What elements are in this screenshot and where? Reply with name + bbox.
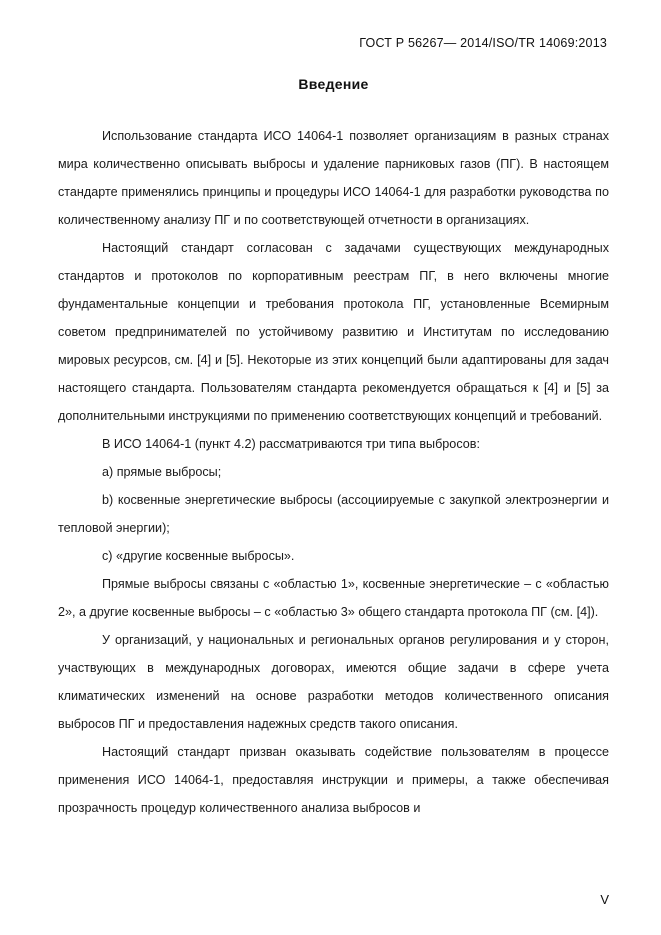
paragraph-1: Использование стандарта ИСО 14064-1 позволяет организациям в разных странах мира количественно описывать выбросы и удаление парниковых газов (ПГ). В настоящем стандарте применялись принципы и процедуры ИСО 14064-1 для разработки руководства по количественному анализу ПГ и по соответствующей отчетности в организациях. (58, 129, 609, 227)
list-item-a: a) прямые выбросы; (102, 465, 222, 479)
list-item-b: b) косвенные энергетические выбросы (ассоциируемые с закупкой электроэнергии и тепловой энергии); (58, 493, 609, 535)
list-item-c: c) «другие косвенные выбросы». (102, 549, 295, 563)
document-body (58, 122, 609, 822)
paragraph-2: Настоящий стандарт согласован с задачами существующих международных стандартов и протоколов по корпоративным реестрам ПГ, в него включены многие фундаментальные концепции и требования протокола ПГ, установленные Всемирным советом предпринимателей по устойчивому развитию и Институтам по исследованию мировых ресурсов, см. [4] и [5]. Некоторые из этих концепций были адаптированы для задач настоящего стандарта. Пользователям стандарта рекомендуется обращаться к [4] и [5] за дополнительными инструкциями по применению соответствующих концепций и требований. (58, 241, 609, 423)
page-title: Введение (298, 76, 369, 92)
paragraph-5: У организаций, у национальных и региональных органов регулирования и у сторон, участвующих в международных договорах, имеются общие задачи в сфере учета климатических изменений на основе разработки методов количественного описания выбросов ПГ и предоставления надежных средств такого описания. (58, 633, 609, 731)
paragraph-4: Прямые выбросы связаны с «областью 1», косвенные энергетические – с «областью 2», а другие косвенные выбросы – с «областью 3» общего стандарта протокола ПГ (см. [4]). (58, 577, 609, 619)
page-header: ГОСТ Р 56267— 2014/ISO/TR 14069:2013 (359, 36, 607, 50)
paragraph-3: В ИСО 14064-1 (пункт 4.2) рассматриваются три типа выбросов: (102, 437, 480, 451)
page-number: V (600, 892, 609, 907)
paragraph-6: Настоящий стандарт призван оказывать содействие пользователям в процессе применения ИСО 14064-1, предоставляя инструкции и примеры, а также обеспечивая прозрачность процедур количественного анализа выбросов и (58, 745, 609, 815)
